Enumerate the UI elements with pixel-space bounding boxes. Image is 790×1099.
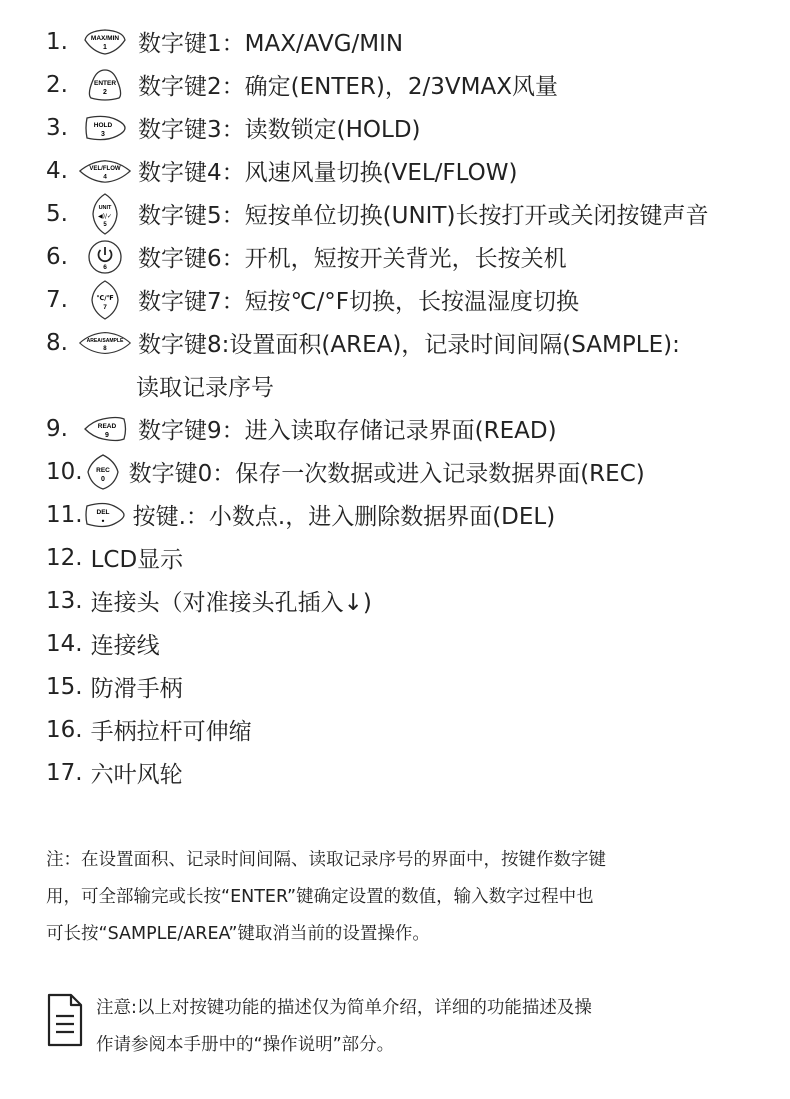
note-line: 可长按“SAMPLE/AREA”键取消当前的设置操作。 [46,924,430,944]
key-label: READ [97,422,117,430]
item-number: 11. [46,501,83,528]
list-item-6 [46,235,786,278]
enter-key-icon [78,67,132,103]
list-item-1 [46,20,786,63]
unit-key-icon [78,196,132,232]
read-key-icon [78,411,132,447]
list-item-16 [46,708,786,751]
list-item-7 [46,278,786,321]
list-item-4 [46,149,786,192]
item-number: 6. [46,243,68,270]
key-digit: 3 [101,130,105,138]
item-text: 数字键9：进入读取存储记录界面(READ) [138,418,557,444]
temperature-unit-key-icon [78,282,132,318]
item-number: 4. [46,157,68,184]
item-number: 7. [46,286,68,313]
note-line: 注：在设置面积、记录时间间隔、读取记录序号的界面中，按键作数字键 [46,850,606,870]
item-text: 数字键1：MAX/AVG/MIN [138,31,404,57]
item-number: 1. [46,28,68,55]
item-text: 数字键2：确定(ENTER)，2/3VMAX风量 [138,74,558,100]
key-digit: 4 [103,172,107,180]
item-number: 2. [46,71,68,98]
list-item-11 [46,493,786,536]
item-text: 按键.：小数点.，进入删除数据界面(DEL) [132,504,556,530]
key-digit: 1 [103,43,107,51]
del-key-icon [83,497,127,533]
item-number: 12. [46,544,83,571]
item-number: 8. [46,329,68,356]
item-text: 数字键6：开机，短按开关背光，长按关机 [138,246,567,272]
list-item-8 [46,321,786,364]
list-item-10 [46,450,786,493]
list-item-14 [46,622,786,665]
key-digit: 6 [103,263,107,271]
key-digit: 8 [103,344,107,352]
item-text: 数字键4：风速风量切换(VEL/FLOW) [138,160,518,186]
item-number: 16. [46,716,83,743]
list-item-8-continuation [46,364,786,407]
list-item-13 [46,579,786,622]
item-number: 14. [46,630,83,657]
settings-note [46,842,746,953]
item-text: 数字键5：短按单位切换(UNIT)长按打开或关闭按键声音 [138,203,709,229]
power-key-icon [78,239,132,275]
item-number: 10. [46,458,83,485]
item-text: 数字键3：读数锁定(HOLD) [138,117,421,143]
note-line: 作请参阅本手册中的“操作说明”部分。 [96,1035,395,1055]
item-text: 防滑手柄 [90,676,183,702]
key-label: HOLD [93,121,113,129]
key-label: REC [95,466,110,474]
key-label: ℃/℉ [96,293,114,302]
list-item-9 [46,407,786,450]
key-digit: • [100,516,105,526]
item-text: 数字键0：保存一次数据或进入记录数据界面(REC) [128,461,645,487]
vel-flow-key-icon [78,153,132,189]
key-label: AREA/SAMPLE [86,337,124,344]
max-min-key-icon [78,24,132,60]
item-number: 17. [46,759,83,786]
note-line: 用，可全部输完或长按“ENTER”键确定设置的数值，输入数字过程中也 [46,887,594,907]
key-label: MAX/MIN [90,34,120,42]
item-number: 15. [46,673,83,700]
key-digit: 7 [103,303,107,311]
key-function-list [46,20,786,794]
rec-key-icon [83,454,123,490]
item-text: 连接头（对准接头孔插入↓) [90,590,372,616]
area-sample-key-icon [78,325,132,361]
key-label: VEL/FLOW [89,165,121,172]
key-digit: 5 [103,221,107,228]
key-label: ENTER [93,79,117,87]
list-item-3 [46,106,786,149]
key-digit: 0 [100,475,105,483]
item-number: 13. [46,587,83,614]
item-text: 连接线 [90,633,160,659]
key-label: UNIT [98,204,112,211]
hold-key-icon [78,110,132,146]
key-label: DEL [96,508,110,516]
list-item-15 [46,665,786,708]
note-line: 注意:以上对按键功能的描述仅为简单介绍，详细的功能描述及操 [96,998,592,1018]
item-number: 9. [46,415,68,442]
list-item-12 [46,536,786,579]
key-digit: 2 [103,88,107,96]
document-icon [46,992,84,1048]
item-text: 六叶风轮 [90,762,183,788]
item-text-continuation: 读取记录序号 [136,375,274,401]
item-text: 手柄拉杆可伸缩 [90,719,252,745]
item-text: LCD显示 [90,547,184,573]
item-text: 数字键7：短按℃/°F切换，长按温湿度切换 [138,289,579,315]
item-number: 3. [46,114,68,141]
list-item-17 [46,751,786,794]
item-text: 数字键8:设置面积(AREA)，记录时间间隔(SAMPLE): [138,332,680,358]
list-item-2 [46,63,786,106]
list-item-5 [46,192,786,235]
item-number: 5. [46,200,68,227]
svg-text:◀)/✓: ◀)/✓ [97,212,113,220]
key-digit: 9 [105,431,109,439]
